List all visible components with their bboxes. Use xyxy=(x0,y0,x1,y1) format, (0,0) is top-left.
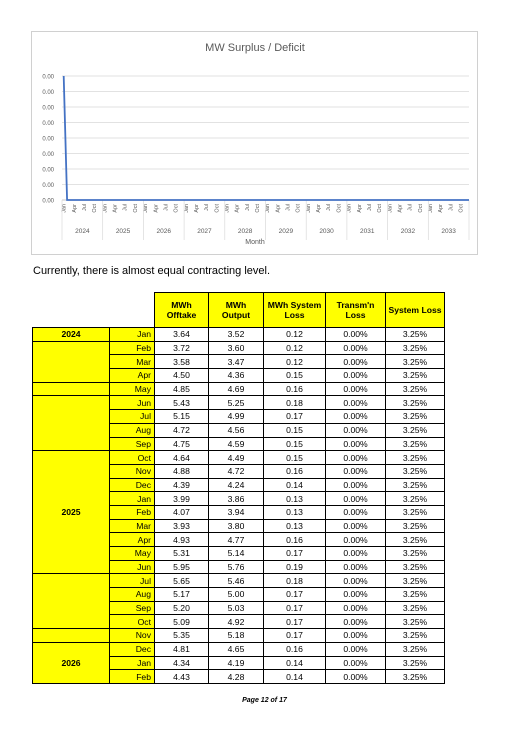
month-cell: Oct xyxy=(110,451,155,465)
offtake-cell: 3.93 xyxy=(155,519,209,533)
offtake-cell: 5.09 xyxy=(155,615,209,629)
system-loss-cell: 3.25% xyxy=(386,505,445,519)
x-month-tick-label: Jan xyxy=(224,204,231,213)
month-cell: Aug xyxy=(110,588,155,602)
x-month-tick-label: Oct xyxy=(458,204,465,213)
output-cell: 4.19 xyxy=(209,656,264,670)
system-loss-cell: 3.25% xyxy=(386,382,445,396)
year-cell xyxy=(33,629,110,643)
month-cell: Mar xyxy=(110,519,155,533)
transmission-loss-cell: 0.00% xyxy=(326,328,386,342)
offtake-cell: 5.65 xyxy=(155,574,209,588)
offtake-cell: 5.31 xyxy=(155,547,209,561)
x-month-tick-label: Oct xyxy=(336,204,343,213)
x-month-tick-label: Jan xyxy=(265,204,272,213)
y-tick-label: 0.00 xyxy=(42,167,54,174)
x-month-tick-label: Apr xyxy=(71,204,78,213)
offtake-cell: 5.95 xyxy=(155,560,209,574)
system-loss-mwh-cell: 0.17 xyxy=(264,547,326,561)
x-month-tick-label: Jul xyxy=(326,204,333,212)
output-cell: 5.25 xyxy=(209,396,264,410)
y-tick-label: 0.00 xyxy=(42,198,54,205)
system-loss-cell: 3.25% xyxy=(386,547,445,561)
output-cell: 5.14 xyxy=(209,547,264,561)
offtake-cell: 4.85 xyxy=(155,382,209,396)
x-year-label: 2033 xyxy=(441,228,456,235)
x-month-tick-label: Jan xyxy=(346,204,353,213)
y-tick-label: 0.00 xyxy=(42,74,54,81)
month-cell: May xyxy=(110,382,155,396)
table-row xyxy=(33,642,445,656)
output-cell: 4.36 xyxy=(209,369,264,383)
output-cell: 5.00 xyxy=(209,588,264,602)
x-month-tick-label: Jan xyxy=(387,204,394,213)
offtake-cell: 4.34 xyxy=(155,656,209,670)
system-loss-mwh-cell: 0.15 xyxy=(264,369,326,383)
offtake-cell: 4.81 xyxy=(155,642,209,656)
system-loss-cell: 3.25% xyxy=(386,560,445,574)
x-month-tick-label: Apr xyxy=(153,204,160,213)
surplus-deficit-chart xyxy=(31,31,478,255)
output-cell: 4.24 xyxy=(209,478,264,492)
transmission-loss-cell: 0.00% xyxy=(326,369,386,383)
offtake-cell: 5.20 xyxy=(155,601,209,615)
output-cell: 4.59 xyxy=(209,437,264,451)
transmission-loss-cell: 0.00% xyxy=(326,410,386,424)
month-cell: Jun xyxy=(110,396,155,410)
month-cell: Jun xyxy=(110,560,155,574)
table-row xyxy=(33,451,445,465)
x-month-tick-label: Jan xyxy=(143,204,150,213)
output-cell: 5.76 xyxy=(209,560,264,574)
offtake-cell: 5.15 xyxy=(155,410,209,424)
system-loss-mwh-cell: 0.15 xyxy=(264,423,326,437)
system-loss-mwh-cell: 0.13 xyxy=(264,519,326,533)
x-month-tick-label: Jan xyxy=(61,204,68,213)
x-year-label: 2027 xyxy=(197,228,212,235)
system-loss-mwh-cell: 0.18 xyxy=(264,396,326,410)
x-year-label: 2026 xyxy=(156,228,171,235)
y-tick-label: 0.00 xyxy=(42,136,54,143)
x-month-tick-label: Apr xyxy=(316,204,323,213)
system-loss-cell: 3.25% xyxy=(386,369,445,383)
offtake-cell: 4.43 xyxy=(155,670,209,684)
x-month-tick-label: Jan xyxy=(427,204,434,213)
intro-text: Currently, there is almost equal contracting level. xyxy=(33,265,271,277)
month-cell: Sep xyxy=(110,437,155,451)
header-transmission-loss: Transm'n Loss xyxy=(326,293,386,328)
output-cell: 3.52 xyxy=(209,328,264,342)
system-loss-mwh-cell: 0.12 xyxy=(264,355,326,369)
y-tick-label: 0.00 xyxy=(42,183,54,189)
offtake-cell: 4.39 xyxy=(155,478,209,492)
system-loss-mwh-cell: 0.12 xyxy=(264,328,326,342)
year-cell xyxy=(33,341,110,382)
x-month-tick-label: Oct xyxy=(417,204,424,213)
system-loss-cell: 3.25% xyxy=(386,478,445,492)
x-month-tick-label: Jul xyxy=(366,204,373,212)
transmission-loss-cell: 0.00% xyxy=(326,382,386,396)
transmission-loss-cell: 0.00% xyxy=(326,396,386,410)
month-cell: Dec xyxy=(110,478,155,492)
system-loss-mwh-cell: 0.16 xyxy=(264,642,326,656)
system-loss-cell: 3.25% xyxy=(386,437,445,451)
system-loss-mwh-cell: 0.18 xyxy=(264,574,326,588)
year-cell: 2025 xyxy=(33,451,110,574)
month-cell: Feb xyxy=(110,505,155,519)
output-cell: 3.94 xyxy=(209,505,264,519)
month-cell: Jul xyxy=(110,574,155,588)
output-cell: 3.86 xyxy=(209,492,264,506)
x-month-tick-label: Oct xyxy=(92,204,99,213)
x-month-tick-label: Jan xyxy=(183,204,190,213)
transmission-loss-cell: 0.00% xyxy=(326,492,386,506)
offtake-cell: 3.64 xyxy=(155,328,209,342)
output-cell: 3.47 xyxy=(209,355,264,369)
x-month-tick-label: Oct xyxy=(173,204,180,213)
system-loss-mwh-cell: 0.17 xyxy=(264,410,326,424)
transmission-loss-cell: 0.00% xyxy=(326,547,386,561)
transmission-loss-cell: 0.00% xyxy=(326,355,386,369)
x-month-tick-label: Apr xyxy=(112,204,119,213)
transmission-loss-cell: 0.00% xyxy=(326,505,386,519)
table-row xyxy=(33,328,445,342)
month-cell: Oct xyxy=(110,615,155,629)
offtake-cell: 4.07 xyxy=(155,505,209,519)
header-system-loss-mwh: MWh System Loss xyxy=(264,293,326,328)
offtake-cell: 4.88 xyxy=(155,464,209,478)
transmission-loss-cell: 0.00% xyxy=(326,656,386,670)
transmission-loss-cell: 0.00% xyxy=(326,601,386,615)
page-footer: Page 12 of 17 xyxy=(242,697,287,704)
system-loss-mwh-cell: 0.17 xyxy=(264,601,326,615)
x-month-tick-label: Apr xyxy=(234,204,241,213)
system-loss-mwh-cell: 0.14 xyxy=(264,670,326,684)
offtake-cell: 4.64 xyxy=(155,451,209,465)
system-loss-cell: 3.25% xyxy=(386,341,445,355)
offtake-cell: 5.35 xyxy=(155,629,209,643)
table-row xyxy=(33,341,445,355)
x-month-tick-label: Apr xyxy=(275,204,282,213)
month-cell: Mar xyxy=(110,355,155,369)
output-cell: 5.03 xyxy=(209,601,264,615)
x-month-tick-label: Jul xyxy=(285,204,292,212)
header-blank xyxy=(33,293,155,328)
transmission-loss-cell: 0.00% xyxy=(326,519,386,533)
year-cell xyxy=(33,382,110,396)
x-year-label: 2024 xyxy=(75,228,90,235)
month-cell: Nov xyxy=(110,629,155,643)
x-month-tick-label: Apr xyxy=(438,204,445,213)
year-cell: 2026 xyxy=(33,642,110,683)
table-body xyxy=(33,328,445,684)
output-cell: 4.28 xyxy=(209,670,264,684)
transmission-loss-cell: 0.00% xyxy=(326,451,386,465)
x-month-tick-label: Jul xyxy=(163,204,170,212)
x-month-tick-label: Oct xyxy=(255,204,262,213)
x-month-tick-label: Oct xyxy=(214,204,221,213)
system-loss-cell: 3.25% xyxy=(386,601,445,615)
x-year-label: 2028 xyxy=(237,228,253,235)
x-month-tick-label: Jan xyxy=(305,204,312,213)
system-loss-cell: 3.25% xyxy=(386,451,445,465)
output-cell: 4.92 xyxy=(209,615,264,629)
month-cell: May xyxy=(110,547,155,561)
x-year-label: 2025 xyxy=(115,228,131,235)
x-year-label: 2030 xyxy=(319,228,334,235)
x-month-tick-label: Jul xyxy=(204,204,211,212)
system-loss-cell: 3.25% xyxy=(386,588,445,602)
offtake-cell: 3.58 xyxy=(155,355,209,369)
offtake-cell: 4.93 xyxy=(155,533,209,547)
chart-canvas xyxy=(32,32,479,256)
y-tick-label: 0.00 xyxy=(42,152,54,158)
output-cell: 3.60 xyxy=(209,341,264,355)
system-loss-cell: 3.25% xyxy=(386,328,445,342)
month-cell: Feb xyxy=(110,670,155,684)
system-loss-mwh-cell: 0.13 xyxy=(264,492,326,506)
table-row xyxy=(33,396,445,410)
output-cell: 4.72 xyxy=(209,464,264,478)
table-row xyxy=(33,574,445,588)
contracting-table xyxy=(32,292,445,684)
month-cell: Apr xyxy=(110,533,155,547)
x-month-tick-label: Oct xyxy=(132,204,139,213)
system-loss-cell: 3.25% xyxy=(386,656,445,670)
chart-title: MW Surplus / Deficit xyxy=(205,42,305,54)
output-cell: 3.80 xyxy=(209,519,264,533)
system-loss-mwh-cell: 0.12 xyxy=(264,341,326,355)
system-loss-cell: 3.25% xyxy=(386,519,445,533)
output-cell: 4.77 xyxy=(209,533,264,547)
transmission-loss-cell: 0.00% xyxy=(326,423,386,437)
month-cell: Aug xyxy=(110,423,155,437)
system-loss-cell: 3.25% xyxy=(386,410,445,424)
month-cell: Jan xyxy=(110,492,155,506)
month-cell: Apr xyxy=(110,369,155,383)
transmission-loss-cell: 0.00% xyxy=(326,615,386,629)
system-loss-mwh-cell: 0.17 xyxy=(264,615,326,629)
system-loss-cell: 3.25% xyxy=(386,396,445,410)
system-loss-cell: 3.25% xyxy=(386,574,445,588)
system-loss-mwh-cell: 0.16 xyxy=(264,464,326,478)
system-loss-mwh-cell: 0.19 xyxy=(264,560,326,574)
system-loss-mwh-cell: 0.13 xyxy=(264,505,326,519)
x-month-tick-label: Apr xyxy=(356,204,363,213)
year-cell xyxy=(33,396,110,451)
transmission-loss-cell: 0.00% xyxy=(326,533,386,547)
system-loss-cell: 3.25% xyxy=(386,533,445,547)
system-loss-cell: 3.25% xyxy=(386,355,445,369)
transmission-loss-cell: 0.00% xyxy=(326,560,386,574)
system-loss-cell: 3.25% xyxy=(386,464,445,478)
output-cell: 4.99 xyxy=(209,410,264,424)
system-loss-cell: 3.25% xyxy=(386,642,445,656)
offtake-cell: 4.75 xyxy=(155,437,209,451)
transmission-loss-cell: 0.00% xyxy=(326,478,386,492)
x-month-tick-label: Jul xyxy=(82,204,89,212)
system-loss-cell: 3.25% xyxy=(386,492,445,506)
month-cell: Jan xyxy=(110,328,155,342)
system-loss-cell: 3.25% xyxy=(386,670,445,684)
system-loss-mwh-cell: 0.16 xyxy=(264,382,326,396)
year-cell: 2024 xyxy=(33,328,110,342)
transmission-loss-cell: 0.00% xyxy=(326,670,386,684)
system-loss-mwh-cell: 0.14 xyxy=(264,656,326,670)
transmission-loss-cell: 0.00% xyxy=(326,341,386,355)
x-month-tick-label: Jul xyxy=(244,204,251,212)
output-cell: 4.65 xyxy=(209,642,264,656)
output-cell: 4.69 xyxy=(209,382,264,396)
offtake-cell: 4.72 xyxy=(155,423,209,437)
system-loss-mwh-cell: 0.16 xyxy=(264,533,326,547)
x-month-tick-label: Jul xyxy=(407,204,414,212)
x-month-tick-label: Oct xyxy=(377,204,384,213)
x-year-label: 2032 xyxy=(400,228,416,235)
offtake-cell: 5.17 xyxy=(155,588,209,602)
y-tick-label: 0.00 xyxy=(42,105,54,112)
output-cell: 4.56 xyxy=(209,423,264,437)
system-loss-mwh-cell: 0.15 xyxy=(264,451,326,465)
offtake-cell: 4.50 xyxy=(155,369,209,383)
system-loss-cell: 3.25% xyxy=(386,629,445,643)
x-month-tick-label: Oct xyxy=(295,204,302,213)
transmission-loss-cell: 0.00% xyxy=(326,588,386,602)
x-year-label: 2029 xyxy=(278,228,294,235)
header-offtake: MWh Offtake xyxy=(155,293,209,328)
offtake-cell: 3.99 xyxy=(155,492,209,506)
month-cell: Sep xyxy=(110,601,155,615)
header-output: MWh Output xyxy=(209,293,264,328)
output-cell: 4.49 xyxy=(209,451,264,465)
x-month-tick-label: Jul xyxy=(448,204,455,212)
month-cell: Jan xyxy=(110,656,155,670)
output-cell: 5.46 xyxy=(209,574,264,588)
system-loss-cell: 3.25% xyxy=(386,423,445,437)
transmission-loss-cell: 0.00% xyxy=(326,437,386,451)
offtake-cell: 3.72 xyxy=(155,341,209,355)
transmission-loss-cell: 0.00% xyxy=(326,629,386,643)
x-month-tick-label: Jan xyxy=(102,204,109,213)
transmission-loss-cell: 0.00% xyxy=(326,464,386,478)
transmission-loss-cell: 0.00% xyxy=(326,642,386,656)
system-loss-cell: 3.25% xyxy=(386,615,445,629)
system-loss-mwh-cell: 0.15 xyxy=(264,437,326,451)
system-loss-mwh-cell: 0.17 xyxy=(264,629,326,643)
transmission-loss-cell: 0.00% xyxy=(326,574,386,588)
x-month-tick-label: Jul xyxy=(122,204,129,212)
y-tick-label: 0.00 xyxy=(42,121,54,127)
month-cell: Feb xyxy=(110,341,155,355)
system-loss-mwh-cell: 0.14 xyxy=(264,478,326,492)
y-tick-label: 0.00 xyxy=(42,90,54,96)
month-cell: Dec xyxy=(110,642,155,656)
output-cell: 5.18 xyxy=(209,629,264,643)
offtake-cell: 5.43 xyxy=(155,396,209,410)
month-cell: Jul xyxy=(110,410,155,424)
x-month-tick-label: Apr xyxy=(193,204,200,213)
month-cell: Nov xyxy=(110,464,155,478)
table-row xyxy=(33,629,445,643)
x-month-tick-label: Apr xyxy=(397,204,404,213)
year-cell xyxy=(33,574,110,629)
x-year-label: 2031 xyxy=(360,228,375,235)
table-header-row xyxy=(33,293,445,328)
system-loss-mwh-cell: 0.17 xyxy=(264,588,326,602)
x-axis-label: Month xyxy=(245,239,265,246)
header-system-loss: System Loss xyxy=(386,293,445,328)
table-row xyxy=(33,382,445,396)
